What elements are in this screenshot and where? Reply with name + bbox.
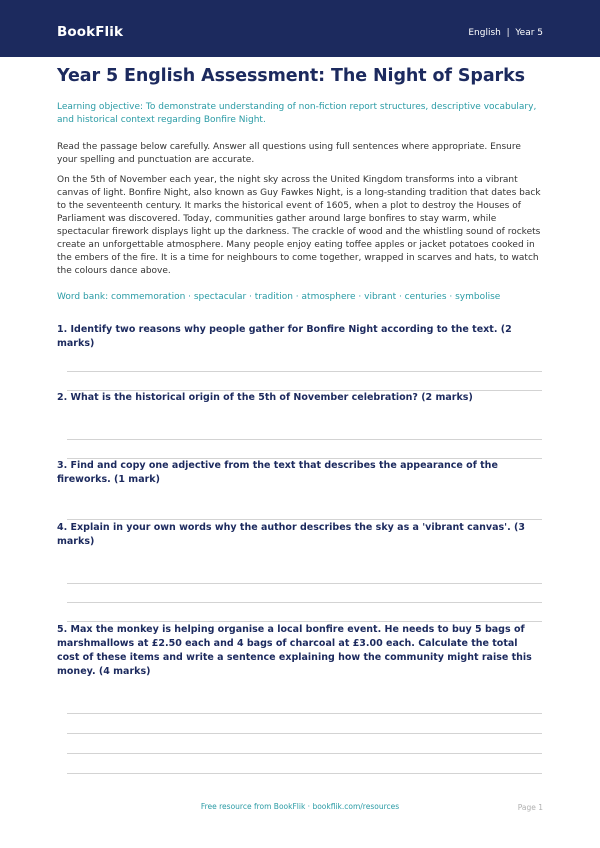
question-1: 1. Identify two reasons why people gather for Bonfire Night according to the text. (2 marks) xyxy=(57,324,512,349)
questions-section xyxy=(57,0,543,848)
subject-year-label: English | Year 5 xyxy=(468,28,543,38)
question-2: 2. What is the historical origin of the 5th of November celebration? (2 marks) xyxy=(57,392,473,403)
instructions: Read the passage below carefully. Answer all questions using full sentences where appropriate. Ensure your spelling and punctuation are accurate. xyxy=(57,142,521,165)
answer-line[interactable] xyxy=(67,621,542,622)
footer-credit[interactable]: Free resource from BookFlik · bookflik.com/resources xyxy=(200,802,400,811)
question-3: 3. Find and copy one adjective from the text that describes the appearance of the fireworks. (1 mark) xyxy=(57,460,498,485)
answer-line[interactable] xyxy=(67,602,542,603)
page-title: Year 5 English Assessment: The Night of Sparks xyxy=(57,66,525,86)
answer-line[interactable] xyxy=(67,713,542,714)
answer-line[interactable] xyxy=(67,439,542,440)
reading-passage: On the 5th of November each year, the night sky across the United Kingdom transforms into a vibrant canvas of light. Bonfire Night, also known as Guy Fawkes Night, is a long-standing tradition that dates back to the seventeenth century. It marks the historical event of 1605, when a plot to destroy the Houses of Parliament was discovered. Today, communities gather around large bonfires to stay warm, while spectacular firework displays light up the darkness. The crackle of wood and the whistling sound of rockets create an unforgettable atmosphere. Many people enjoy eating toffee apples or jacket potatoes cooked in the embers of the fire. It is a time for neighbours to come together, wrapped in scarves and hats, to watch the colours dance above. xyxy=(57,175,541,276)
word-bank: Word bank: commemoration · spectacular · tradition · atmosphere · vibrant · centuries · symbolise xyxy=(57,292,501,302)
answer-line[interactable] xyxy=(67,773,542,774)
page-number: Page 1 xyxy=(517,803,543,812)
learning-objective: Learning objective: To demonstrate understanding of non-fiction report structures, descriptive vocabulary, and historical context regarding Bonfire Night. xyxy=(57,102,537,125)
answer-line[interactable] xyxy=(67,371,542,372)
answer-line[interactable] xyxy=(67,519,542,520)
answer-line[interactable] xyxy=(67,753,542,754)
answer-line[interactable] xyxy=(67,733,542,734)
question-5: 5. Max the monkey is helping organise a local bonfire event. He needs to buy 5 bags of marshmallows at £2.50 each and 4 bags of charcoal at £3.00 each. Calculate the total cost of these items and write a sentence explaining how the community might raise this money. (4 marks) xyxy=(57,624,532,677)
brand-logo[interactable]: BookFlik xyxy=(57,24,124,40)
answer-line[interactable] xyxy=(67,583,542,584)
question-4: 4. Explain in your own words why the author describes the sky as a 'vibrant canvas'. (3 marks) xyxy=(57,522,525,547)
